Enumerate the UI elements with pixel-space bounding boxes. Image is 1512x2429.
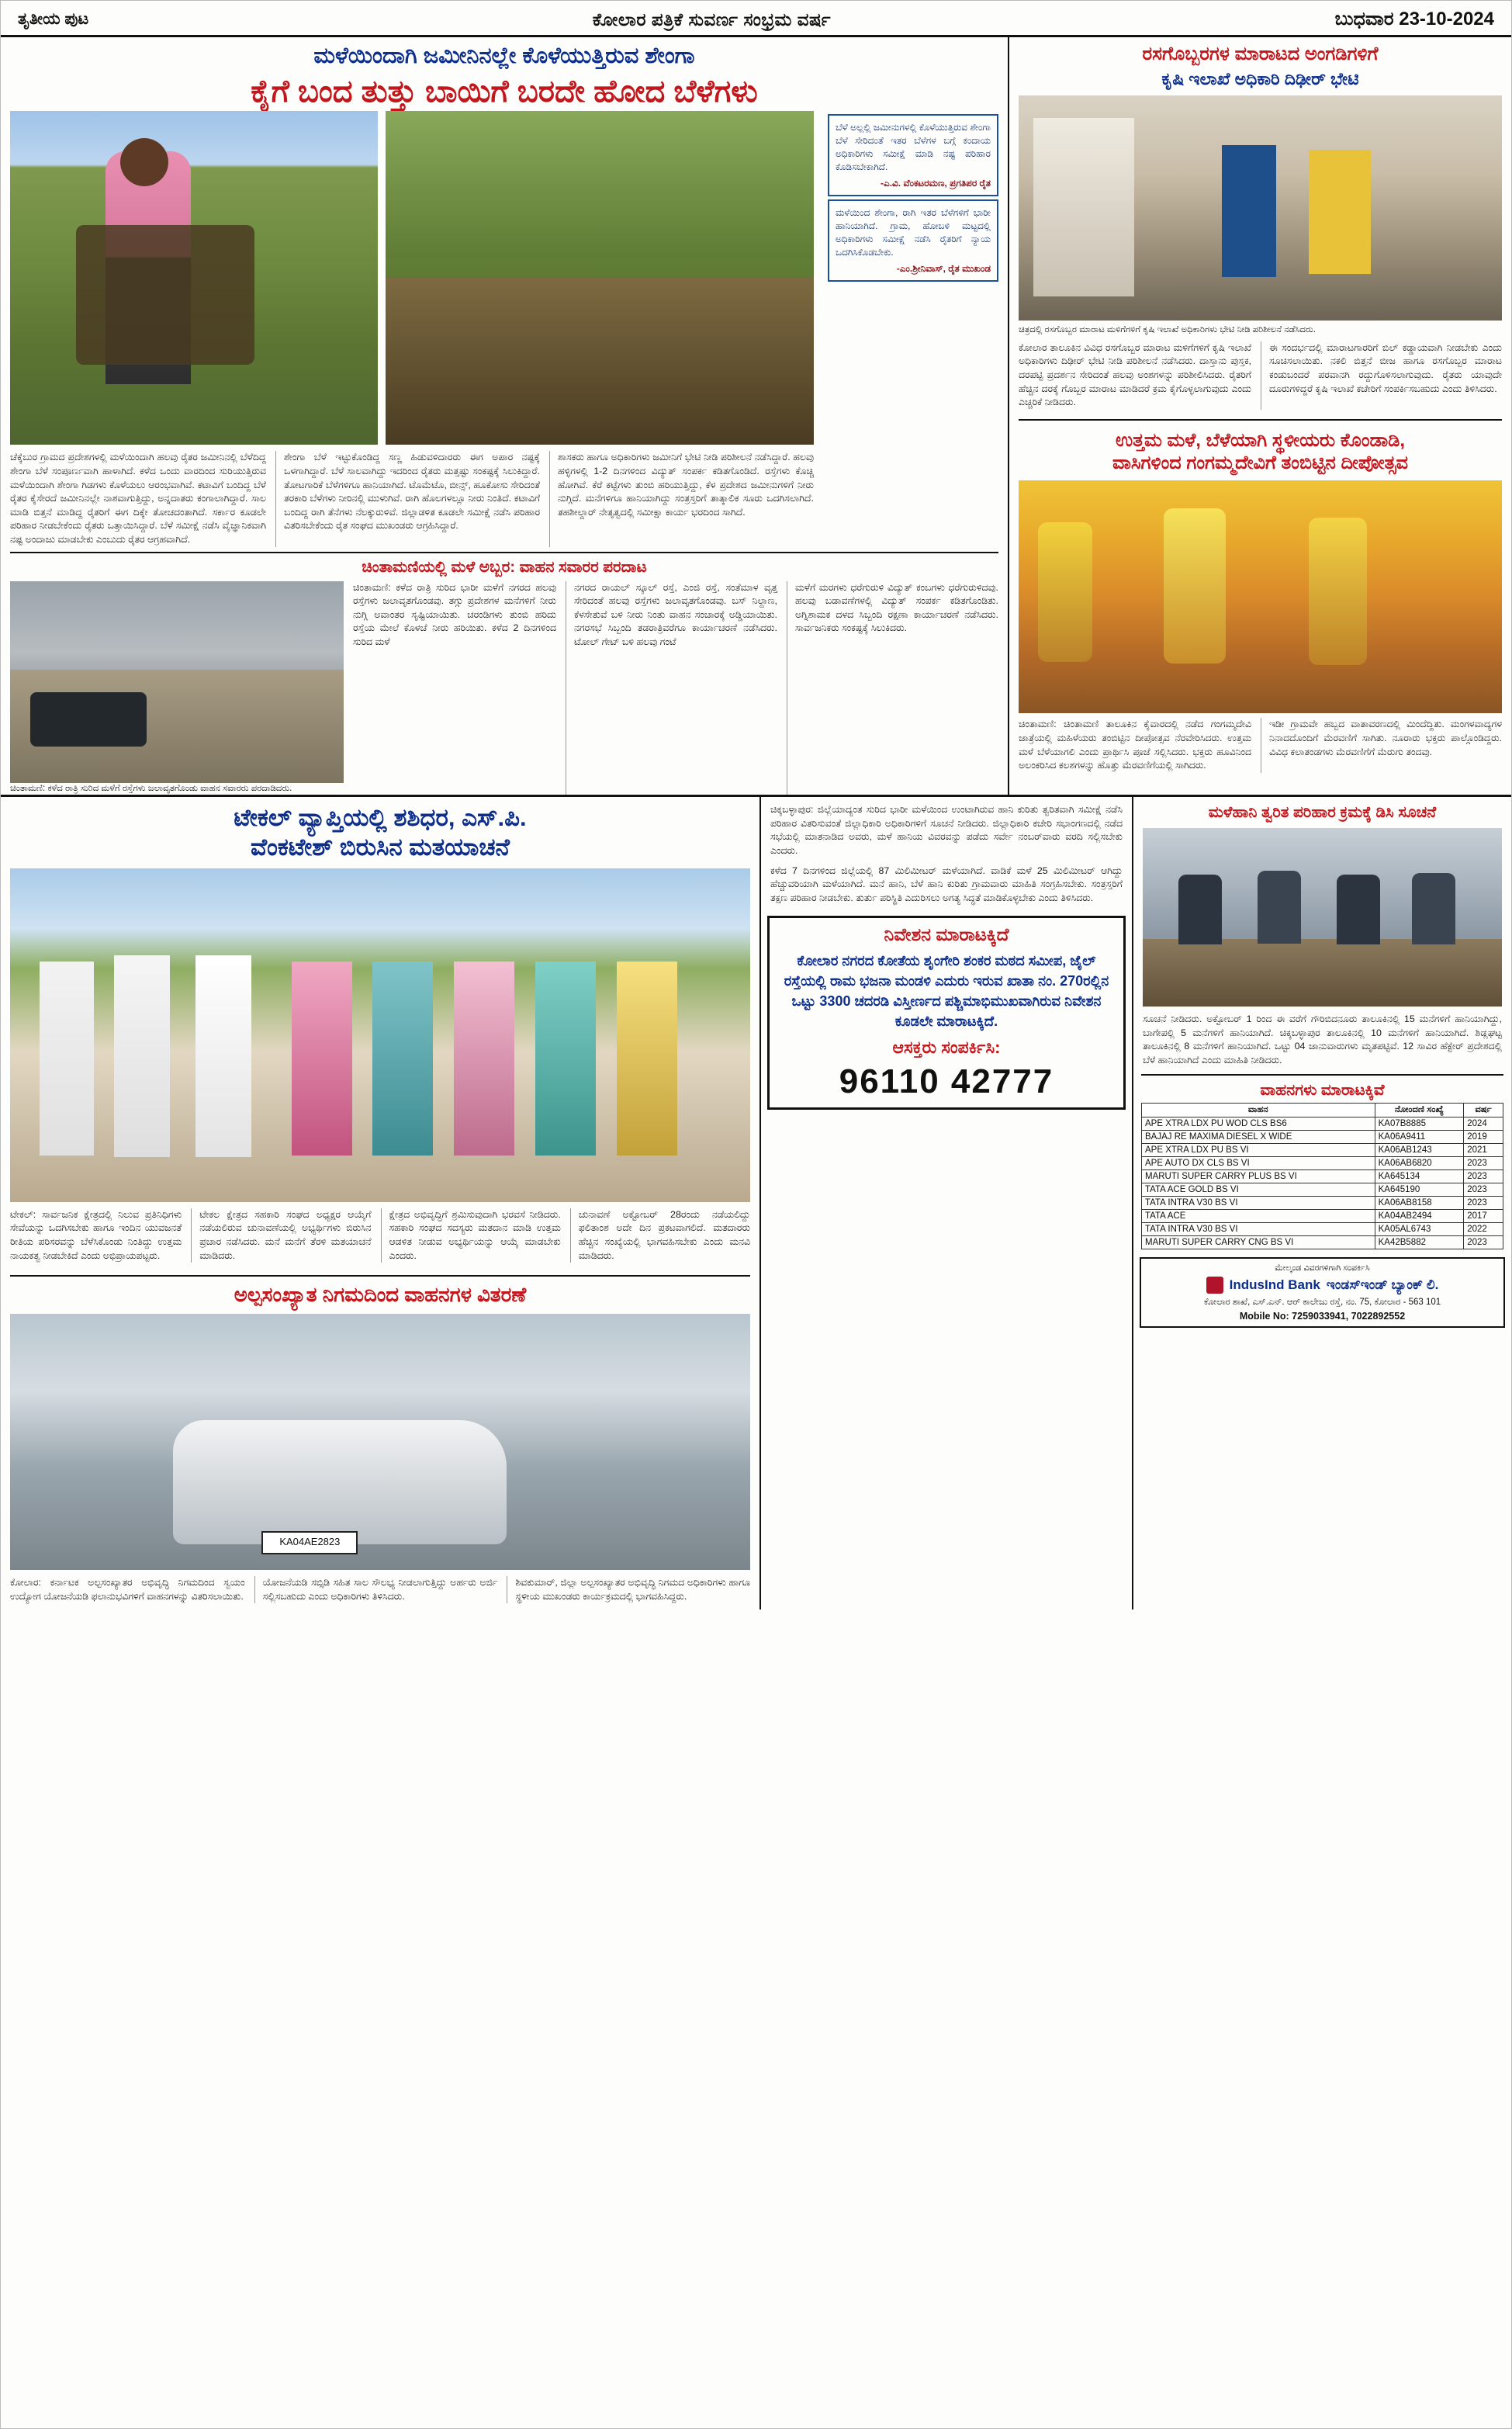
festival-story [1009,424,1511,779]
fertilizer-col-1: ಕೋಲಾರ ತಾಲೂಕಿನ ವಿವಿಧ ರಸಗೊಬ್ಬರ ಮಾರಾಟ ಮಳಿಗೆಗಳಿಗೆ ಕೃಷಿ ಇಲಾಖೆ ಅಧಿಕಾರಿಗಳು ದಿಢೀರ್ ಭೇಟಿ ನೀಡಿ ಪರಿಶೀಲನೆ ನಡೆಸಿದರು. ದಾಸ್ತಾನು ಪುಸ್ತಕ, ದರಪಟ್ಟಿ ಪ್ರದರ್ಶನ ಸೇರಿದಂತೆ ಹಲವು ಅಂಶಗಳನ್ನು ಪರಿಶೀಲಿಸಿದರು. ರೈತರಿಗೆ ಹೆಚ್ಚಿನ ದರಕ್ಕೆ ಗೊಬ್ಬರ ಮಾರಾಟ ಮಾಡಿದರೆ ಕ್ರಮ ಕೈಗೊಳ್ಳಲಾಗುವುದು ಎಂದು ಎಚ್ಚರಿಕೆ ನೀಡಿದರು. [1019,341,1251,408]
rain-col-2: ನಗರದ ರಾಯಲ್ ಸ್ಕೂಲ್ ರಸ್ತೆ, ಎಂಜಿ ರಸ್ತೆ, ಸಂತೆಮಾಳ ವೃತ್ತ ಸೇರಿದಂತೆ ಹಲವು ರಸ್ತೆಗಳು ಜಲಾವೃತಗೊಂಡವು. ಬಸ್ ನಿಲ್ದಾಣ, ಕೆಳಸೇತುವೆ ಬಳಿ ನೀರು ನಿಂತು ವಾಹನ ಸಂಚಾರಕ್ಕೆ ಅಡ್ಡಿಯಾಯಿತು. ನಗರಸಭೆ ಸಿಬ್ಬಂದಿ ತಡರಾತ್ರಿವರೆಗೂ ಕಾರ್ಯಾಚರಣೆ ನಡೆಸಿದರು. ಟೋಲ್ ಗೇಟ್ ಬಳಿ ಹಲವು ಗಂಟೆ [566,581,777,795]
cell-reg: KA05AL6743 [1375,1222,1464,1235]
bank-mobile[interactable]: Mobile No: 7259033941, 7022892552 [1239,1311,1406,1322]
tekal-headline-2: ವೆಂಕಟೇಶ್ ಬಿರುಸಿನ ಮತಯಾಚನೆ [250,833,510,861]
col-header-registration: ನೋಂದಣಿ ಸಂಖ್ಯೆ [1375,1103,1464,1117]
cell-vehicle: APE AUTO DX CLS BS VI [1142,1156,1375,1169]
campaign-group-photo [10,868,750,1202]
bank-branch-name: ಇಂಡಸ್‌ಇಂಡ್ ಬ್ಯಾಂಕ್ ಲಿ. [1326,1277,1439,1292]
cell-vehicle: MARUTI SUPER CARRY PLUS BS VI [1142,1169,1375,1183]
dc-col-3: ಸೂಚನೆ ನೀಡಿದರು. ಅಕ್ಟೋಬರ್ 1 ರಿಂದ ಈ ವರೆಗೆ ಗೌರಿಬಿದನೂರು ತಾಲೂಕಿನಲ್ಲಿ 15 ಮನೆಗಳಿಗೆ ಹಾನಿಯಾಗಿದ್ದು, ಬಾಗೇಪಲ್ಲಿ 5 ಮನೆಗಳಿಗೆ ಹಾನಿಯಾಗಿದೆ. ಚಿಕ್ಕಬಳ್ಳಾಪುರ ತಾಲೂಕಿನಲ್ಲಿ 10 ಮನೆಗಳಿಗೆ ಹಾನಿಯಾಗಿದೆ. ಶಿಡ್ಲಘಟ್ಟ ತಾಲೂಕಿನಲ್ಲಿ 8 ಮನೆಗಳಿಗೆ ಹಾನಿಯಾಗಿದೆ. ಒಟ್ಟು 04 ಜಾನುವಾರುಗಳು ಮೃತಪಟ್ಟಿವೆ. 12 ಸಾವಿರ ಹೆಕ್ಟೇರ್ ಪ್ರದೇಶದಲ್ಲಿ ಬೆಳೆ ಹಾನಿಯಾಗಿದೆ ಎಂದು ಮಾಹಿತಿ ನೀಡಿದರು. [1143,1014,1502,1066]
vehicles-for-sale-table [1141,1103,1503,1249]
festival-headline-1: ಉತ್ತಮ ಮಳೆ, ಬೆಳೆಯಾಗಿ ಸ್ಥಳೀಯರು ಕೊಂಡಾಡಿ, [1115,429,1406,451]
cell-year: 2023 [1464,1156,1503,1169]
table-row [1142,1156,1503,1169]
fertilizer-photo-caption: ಚಿತ್ರದಲ್ಲಿ ರಸಗೊಬ್ಬರ ಮಾರಾಟ ಮಳಿಗೆಗಳಿಗೆ ಕೃಷಿ ಇಲಾಖೆ ಅಧಿಕಾರಿಗಳು ಭೇಟಿ ನೀಡಿ ಪರಿಶೀಲನೆ ನಡೆಸಿದರು. [1019,325,1316,335]
bank-address: ಕೋಲಾರ ಶಾಖೆ, ಎಸ್.ಎನ್. ಆರ್ ಕಾಲೇಜು ರಸ್ತೆ, ನಂ. 75, ಕೋಲಾರ - 563 101 [1203,1297,1441,1307]
bank-advertisement [1140,1257,1505,1329]
quote-box-1 [828,114,998,196]
top-section [1,37,1511,795]
bank-ad-note: ಮೇಲ್ಕಂಡ ವಿವರಗಳಿಗಾಗಿ ಸಂಪರ್ಕಿಸಿ [1275,1263,1370,1273]
cell-vehicle: BAJAJ RE MAXIMA DIESEL X WIDE [1142,1130,1375,1143]
cell-year: 2023 [1464,1169,1503,1183]
site-for-sale-ad [767,916,1126,1110]
dc-meeting-photo [1143,828,1502,1007]
dc-story-zone [761,797,1133,1610]
fertilizer-headline-1: ರಸಗೊಬ್ಬರಗಳ ಮಾರಾಟದ ಅಂಗಡಿಗಳಿಗೆ [1142,43,1379,64]
rotting-crop-in-field-photo [386,111,814,445]
dc-col-2: ಕಳೆದ 7 ದಿನಗಳಿಂದ ಜಿಲ್ಲೆಯಲ್ಲಿ 87 ಮಿಲಿಮೀಟರ್ ಮಳೆಯಾಗಿದೆ. ವಾಡಿಕೆ ಮಳೆ 25 ಮಿಲಿಮೀಟರ್ ಆಗಿದ್ದು ಹೆಚ್ಚುವರಿಯಾಗಿ ಮಳೆಯಾಗಿದೆ. ಮನೆ ಹಾನಿ, ಬೆಳೆ ಹಾನಿ ಕುರಿತು ಗ್ರಾಮವಾರು ಮಾಹಿತಿ ಸಂಗ್ರಹಿಸಬೇಕು. ಸಂತ್ರಸ್ತರಿಗೆ ತಕ್ಷಣ ಪರಿಹಾರ ನೀಡಬೇಕು. ತುರ್ತು ಪರಿಸ್ಥಿತಿ ಎದುರಿಸಲು ಅಗತ್ಯ ಸಿದ್ಧತೆ ಮಾಡಿಕೊಳ್ಳಬೇಕು ಎಂದು ತಿಳಿಸಿದರು. [770,865,1123,903]
cell-reg: KA06AB8158 [1375,1196,1464,1209]
table-header-row [1142,1103,1503,1117]
cell-reg: KA06AB1243 [1375,1143,1464,1156]
cell-reg: KA645190 [1375,1183,1464,1196]
lead-headline-block [10,43,998,109]
lead-body-columns [1,445,823,546]
cell-vehicle: TATA ACE GOLD BS VI [1142,1183,1375,1196]
cell-year: 2023 [1464,1235,1503,1249]
vehicle-distribution-headline: ಅಲ್ಪಸಂಖ್ಯಾತ ನಿಗಮದಿಂದ ವಾಹನಗಳ ವಿತರಣೆ [234,1283,527,1307]
rain-col-1: ಚಿಂತಾಮಣಿ: ಕಳೆದ ರಾತ್ರಿ ಸುರಿದ ಭಾರೀ ಮಳೆಗೆ ನಗರದ ಹಲವು ರಸ್ತೆಗಳು ಜಲಾವೃತಗೊಂಡವು. ತಗ್ಗು ಪ್ರದೇಶಗಳ ಮನೆಗಳಿಗೆ ನೀರು ನುಗ್ಗಿ ಅವಾಂತರ ಸೃಷ್ಟಿಯಾಯಿತು. ಚರಂಡಿಗಳು ತುಂಬಿ ಹರಿದು ರಸ್ತೆಯ ಮೇಲೆ ಕೊಳಚೆ ನೀರು ಹರಿಯಿತು. ಕಳೆದ 2 ದಿನಗಳಿಂದ ಸುರಿದ ಮಳೆ [353,581,556,648]
fertilizer-story [1009,37,1511,416]
quote-box-2 [828,199,998,282]
cell-reg: KA07B8885 [1375,1117,1464,1130]
fertilizer-headline-2: ಕೃಷಿ ಇಲಾಖೆ ಅಧಿಕಾರಿ ದಿಢೀರ್ ಭೇಟಿ [1161,68,1359,88]
cell-year: 2023 [1464,1196,1503,1209]
car-distribution-photo [10,1314,750,1570]
cell-reg: KA42B5882 [1375,1235,1464,1249]
tekal-story-zone [1,797,761,1610]
tekal-col-2: ಟೇಕಲ ಕ್ಷೇತ್ರದ ಸಹಕಾರಿ ಸಂಘದ ಅಧ್ಯಕ್ಷರ ಆಯ್ಕೆಗೆ ನಡೆಯಲಿರುವ ಚುನಾವಣೆಯಲ್ಲಿ ಅಭ್ಯರ್ಥಿಗಳು ಬಿರುಸಿನ ಪ್ರಚಾರ ನಡೆಸಿದರು. ಮನೆ ಮನೆಗೆ ತೆರಳಿ ಮತಯಾಚನೆ ಮಾಡಿದರು. [191,1208,371,1263]
cell-year: 2022 [1464,1222,1503,1235]
cell-year: 2017 [1464,1209,1503,1222]
lead-kicker: ಮಳೆಯಿಂದಾಗಿ ಜಮೀನಿನಲ್ಲೇ ಕೊಳೆಯುತ್ತಿರುವ ಶೇಂಗಾ [313,43,695,68]
vehicle-dist-col-1: ಕೋಲಾರ: ಕರ್ನಾಟಕ ಅಲ್ಪಸಂಖ್ಯಾತರ ಅಭಿವೃದ್ಧಿ ನಿಗಮದಿಂದ ಸ್ವಯಂ ಉದ್ಯೋಗ ಯೋಜನೆಯಡಿ ಫಲಾನುಭವಿಗಳಿಗೆ ವಾಹನಗಳನ್ನು ವಿತರಿಸಲಾಯಿತು. [10,1576,245,1602]
lead-headline: ಕೈಗೆ ಬಂದ ತುತ್ತು ಬಾಯಿಗೆ ಬರದೇ ಹೋದ ಬೆಳೆಗಳು [251,74,758,109]
tekal-col-4: ಚುನಾವಣೆ ಅಕ್ಟೋಬರ್ 28ರಂದು ನಡೆಯಲಿದ್ದು ಫಲಿತಾಂಶ ಅದೇ ದಿನ ಪ್ರಕಟವಾಗಲಿದೆ. ಮತದಾರರು ಹೆಚ್ಚಿನ ಸಂಖ್ಯೆಯಲ್ಲಿ ಭಾಗವಹಿಸಬೇಕು ಎಂದು ಮನವಿ ಮಾಡಿದರು. [570,1208,750,1263]
issue-date [1335,9,1494,30]
dc-and-table-zone [1133,797,1511,1610]
rain-col-3: ಮಳೆಗೆ ಮರಗಳು ಧರೆಗುರುಳಿ ವಿದ್ಯುತ್ ಕಂಬಗಳು ಧರೆಗುರುಳಿದವು. ಹಲವು ಬಡಾವಣೆಗಳಲ್ಲಿ ವಿದ್ಯುತ್ ಸಂಪರ್ಕ ಕಡಿತಗೊಂಡಿತು. ಅಗ್ನಿಶಾಮಕ ದಳದ ಸಿಬ್ಬಂದಿ ರಕ್ಷಣಾ ಕಾರ್ಯಾಚರಣೆ ನಡೆಸಿದರು. ಸಾರ್ವಜನಿಕರು ಸಂಕಷ್ಟಕ್ಕೆ ಸಿಲುಕಿದರು. [787,581,998,795]
weekday-label: ಬುಧವಾರ [1334,9,1394,29]
vehicle-dist-col-3: ಶಿವಕುಮಾರ್, ಜಿಲ್ಲಾ ಅಲ್ಪಸಂಖ್ಯಾತರ ಅಭಿವೃದ್ಧಿ ನಿಗಮದ ಅಧಿಕಾರಿಗಳು ಹಾಗೂ ಸ್ಥಳೀಯ ಮುಖಂಡರು ಕಾರ್ಯಕ್ರಮದಲ್ಲಿ ಭಾಗವಹಿಸಿದ್ದರು. [507,1576,750,1603]
cell-year: 2021 [1464,1143,1503,1156]
cell-year: 2019 [1464,1130,1503,1143]
lead-col-1: ಚೆಕ್ಕೆಬುರ ಗ್ರಾಮದ ಪ್ರದೇಶಗಳಲ್ಲಿ ಮಳೆಯಿಂದಾಗಿ ಹಲವು ರೈತರ ಜಮೀನಿನಲ್ಲಿ ಬೆಳೆದಿದ್ದ ಶೇಂಗಾ ಬೆಳೆ ಸಂಪೂರ್ಣವಾಗಿ ಹಾಳಾಗಿದೆ. ಕಳೆದ ಒಂದು ವಾರದಿಂದ ಸುರಿಯುತ್ತಿರುವ ಮಳೆಯಿಂದಾಗಿ ಶೇಂಗಾ ಗಿಡಗಳು ಕೊಳೆಯಲು ಆರಂಭವಾಗಿವೆ. ಕಟಾವಿಗೆ ಬಂದಿದ್ದ ಬೆಳೆ ರೈತರ ಕೈಸೇರದೆ ಜಮೀನಿನಲ್ಲೇ ನಾಶವಾಗುತ್ತಿದ್ದು, ಅನ್ನದಾತರು ಕಂಗಾಲಾಗಿದ್ದಾರೆ. ಸಾಲ ಮಾಡಿ ಬಿತ್ತನೆ ಮಾಡಿದ್ದ ರೈತರಿಗೆ ಈಗ ದಿಕ್ಕೇ ತೋಚದಂತಾಗಿದೆ. ಸರ್ಕಾರ ಕೂಡಲೇ ಪರಿಹಾರ ನೀಡಬೇಕೆಂದು ರೈತರು ಒತ್ತಾಯಿಸಿದ್ದಾರೆ. ಬೆಳೆ ಸಮೀಕ್ಷೆ ನಡೆಸಿ ವೈಜ್ಞಾನಿಕವಾಗಿ ನಷ್ಟ ಅಂದಾಜು ಮಾಡಬೇಕು ಎಂಬುದು ರೈತರ ಆಗ್ರಹವಾಗಿದೆ. [10,452,266,545]
table-row [1142,1183,1503,1196]
lead-story-zone [1,37,1009,795]
right-column-zone [1009,37,1511,795]
festival-headline-2: ವಾಸಿಗಳಿಂದ ಗಂಗಮ್ಮದೇವಿಗೆ ತಂಬಿಟ್ಟಿನ ದೀಪೋತ್ಸವ [1112,452,1409,473]
quote-1-text: ಬೆಳೆ ಅಲ್ಲಲ್ಲಿ ಜಮೀನುಗಳಲ್ಲಿ ಕೊಳೆಯುತ್ತಿರುವ ಶೇಂಗಾ ಬೆಳೆ ಸೇರಿದಂತೆ ಇತರ ಬೆಳೆಗಳ ಬಗ್ಗೆ ಕಂದಾಯ ಅಧಿಕಾರಿಗಳು ಸಮೀಕ್ಷೆ ಮಾಡಿ ನಷ್ಟ ಪರಿಹಾರ ಕೊಡಿಸಬೇಕಾಗಿದೆ. [836,122,991,172]
table-row [1142,1209,1503,1222]
rain-story-headline: ಚಿಂತಾಮಣಿಯಲ್ಲಿ ಮಳೆ ಅಬ್ಬರ: ವಾಹನ ಸವಾರರ ಪರದಾಟ [362,558,647,576]
masthead [1,1,1511,37]
table-row [1142,1169,1503,1183]
lead-col-2: ಶೇಂಗಾ ಬೆಳೆ ಇಟ್ಟುಕೊಂಡಿದ್ದ ಸಣ್ಣ ಹಿಡುವಳಿದಾರರು ಈಗ ಅಪಾರ ನಷ್ಟಕ್ಕೆ ಒಳಗಾಗಿದ್ದಾರೆ. ಬೆಳೆ ಸಾಲವಾಗಿದ್ದು ಇದರಿಂದ ರೈತರು ಮತ್ತಷ್ಟು ಸಂಕಷ್ಟಕ್ಕೆ ಸಿಲುಕಿದ್ದಾರೆ. ತೋಟಗಾರಿಕೆ ಬೆಳೆಗಳಿಗೂ ಹಾನಿಯಾಗಿದೆ. ಟೊಮೆಟೊ, ಬೀನ್ಸ್, ಹೂಕೋಸು ಸೇರಿದಂತೆ ತರಕಾರಿ ಬೆಳೆಗಳು ನೀರಿನಲ್ಲಿ ಮುಳುಗಿವೆ. ರಾಗಿ ಹೊಲಗಳಲ್ಲೂ ನೀರು ನಿಂತಿದೆ. ಕಟಾವಿಗೆ ಬಂದಿದ್ದ ರಾಗಿ ತೆನೆಗಳು ನೆಲಕ್ಕುರುಳಿವೆ. ಜಿಲ್ಲಾಡಳಿತ ಕೂಡಲೇ ಸಮೀಕ್ಷೆ ನಡೆಸಿ ಪರಿಹಾರ ವಿತರಿಸಬೇಕೆಂದು ರೈತ ಸಂಘದ ಮುಖಂಡರು ಆಗ್ರಹಿಸಿದ್ದಾರೆ. [275,451,540,546]
table-row [1142,1117,1503,1130]
farmer-holding-groundnut-plant-photo [10,111,378,445]
fertilizer-shop-inspection-photo [1019,95,1502,321]
cell-year: 2024 [1464,1117,1503,1130]
dc-col-1: ಚಿಕ್ಕಬಳ್ಳಾಪುರ: ಜಿಲ್ಲೆಯಾದ್ಯಂತ ಸುರಿದ ಭಾರೀ ಮಳೆಯಿಂದ ಉಂಟಾಗಿರುವ ಹಾನಿ ಕುರಿತು ತ್ವರಿತವಾಗಿ ಸಮೀಕ್ಷೆ ನಡೆಸಿ ಪರಿಹಾರ ವಿತರಿಸುವಂತೆ ಜಿಲ್ಲಾಧಿಕಾರಿ ಅಧಿಕಾರಿಗಳಿಗೆ ಸೂಚನೆ ನೀಡಿದರು. ಜಿಲ್ಲಾಧಿಕಾರಿ ಕಚೇರಿ ಸಭಾಂಗಣದಲ್ಲಿ ನಡೆದ ಸಭೆಯಲ್ಲಿ ಮಾತನಾಡಿದ ಅವರು, ಮಳೆ ಹಾನಿಯ ವಿವರವನ್ನು ಪಡೆದು ಸರ್ವೇ ನಂಬರ್‌ವಾರು ವರದಿ ಸಲ್ಲಿಸಬೇಕು ಎಂದರು. [770,804,1123,856]
table-row [1142,1143,1503,1156]
table-row [1142,1222,1503,1235]
cell-vehicle: APE XTRA LDX PU WOD CLS BS6 [1142,1117,1375,1130]
rain-photo-caption: ಚಿಂತಾಮಣಿ: ಕಳೆದ ರಾತ್ರಿ ಸುರಿದ ಮಳೆಗೆ ರಸ್ತೆಗಳು ಜಲಾವೃತಗೊಂಡು ವಾಹನ ಸವಾರರು ಪರದಾಡಿದರು. [10,783,292,793]
vehicle-table-title: ವಾಹನಗಳು ಮಾರಾಟಕ್ಕಿವೆ [1260,1081,1385,1099]
cell-vehicle: TATA INTRA V30 BS VI [1142,1196,1375,1209]
bank-name: IndusInd Bank [1229,1277,1320,1292]
table-row [1142,1130,1503,1143]
bank-logo-icon [1206,1277,1223,1294]
table-row [1142,1196,1503,1209]
cell-vehicle: TATA INTRA V30 BS VI [1142,1222,1375,1235]
dc-headline: ಮಳೆಹಾನಿ ತ್ವರಿತ ಪರಿಹಾರ ಕ್ರಮಕ್ಕೆ ಡಿಸಿ ಸೂಚನೆ [1208,804,1437,822]
newspaper-title: ಕೋಲಾರ ಪತ್ರಿಕೆ ಸುವರ್ಣ ಸಂಭ್ರಮ ವರ್ಷ [592,9,832,29]
tekal-headline-1: ಟೇಕಲ್ ವ್ಯಾಪ್ತಿಯಲ್ಲಿ ಶಶಿಧರ, ಎಸ್.ಪಿ. [234,804,527,832]
tekal-col-1: ಟೇಕಲ್: ಸಾರ್ವಜನಿಕ ಕ್ಷೇತ್ರದಲ್ಲಿ ನಿಲುವ ಪ್ರತಿನಿಧಿಗಳು ಸೇವೆಯನ್ನು ಒದಗಿಸಬೇಕು ಹಾಗೂ ಇಂದಿನ ಯುವಜನತೆ ರೀತಿಯ ಪರಿಸರವನ್ನು ಬೆಳೆಸಿಕೊಂಡು ನಿಂತಿದ್ದು ಉತ್ತಮ ನಾಯಕತ್ವ ನೀಡಬೇಕಿದೆ ಎಂದು ಅಭಿಪ್ರಾಯಪಟ್ಟರು. [10,1208,182,1261]
quote-1-attribution: -ಎ.ವಿ. ವೆಂಕಟರಮಣ, ಪ್ರಗತಿಪರ ರೈತ [881,177,991,189]
cell-reg: KA645134 [1375,1169,1464,1183]
site-ad-phone[interactable]: 96110 42777 [839,1062,1054,1101]
cell-reg: KA06A9411 [1375,1130,1464,1143]
bottom-section [1,795,1511,1610]
site-ad-body: ಕೋಲಾರ ನಗರದ ಕೋತೆಯ ಶೃಂಗೇರಿ ಶಂಕರ ಮಠದ ಸಮೀಪ, ಜೈಲ್ ರಸ್ತೆಯಲ್ಲಿ ರಾಮ ಭಜನಾ ಮಂಡಳಿ ಎದುರು ಇರುವ ಖಾತಾ ನಂ. 270ರಲ್ಲಿನ ಒಟ್ಟು 3300 ಚದರಡಿ ವಿಸ್ತೀರ್ಣದ ಪಶ್ಚಿಮಾಭಿಮುಖವಾಗಿರುವ ನಿವೇಶನ ಕೂಡಲೇ ಮಾರಾಟಕ್ಕಿದೆ. [784,952,1109,1030]
temple-procession-photo [1019,480,1502,713]
page-number-label: ತೃತೀಯ ಪುಟ [18,10,89,28]
site-ad-title: ನಿವೇಶನ ಮಾರಾಟಕ್ಕಿದೆ [884,924,1009,945]
vehicle-dist-col-2: ಯೋಜನೆಯಡಿ ಸಬ್ಸಿಡಿ ಸಹಿತ ಸಾಲ ಸೌಲಭ್ಯ ನೀಡಲಾಗುತ್ತಿದ್ದು ಅರ್ಹರು ಅರ್ಜಿ ಸಲ್ಲಿಸಬಹುದು ಎಂದು ಅಧಿಕಾರಿಗಳು ತಿಳಿಸಿದರು. [254,1576,498,1603]
col-header-year: ವರ್ಷ [1464,1103,1503,1117]
cell-vehicle: TATA ACE [1142,1209,1375,1222]
festival-col-2: ಇಡೀ ಗ್ರಾಮವೇ ಹಬ್ಬದ ವಾತಾವರಣದಲ್ಲಿ ಮಿಂದೆದ್ದಿತು. ಮಂಗಳವಾದ್ಯಗಳ ನಿನಾದದೊಂದಿಗೆ ಮೆರವಣಿಗೆ ಸಾಗಿತು. ನೂರಾರು ಭಕ್ತರು ಪಾಲ್ಗೊಂಡಿದ್ದರು. ವಿವಿಧ ಕಲಾತಂಡಗಳು ಮೆರವಣಿಗೆಗೆ ಮೆರುಗು ತಂದವು. [1261,718,1502,772]
lead-quote-sidebar [823,111,1008,546]
fertilizer-col-2: ಈ ಸಂದರ್ಭದಲ್ಲಿ ಮಾರಾಟಗಾರರಿಗೆ ಬಿಲ್ ಕಡ್ಡಾಯವಾಗಿ ನೀಡಬೇಕು ಎಂದು ಸೂಚಿಸಲಾಯಿತು. ನಕಲಿ ಬಿತ್ತನೆ ಬೀಜ ಹಾಗೂ ರಸಗೊಬ್ಬರ ಮಾರಾಟ ಕಂಡುಬಂದರೆ ಪರವಾನಗಿ ರದ್ದುಗೊಳಿಸಲಾಗುವುದು. ರೈತರು ಯಾವುದೇ ದೂರುಗಳಿದ್ದರೆ ಕೃಷಿ ಇಲಾಖೆ ಕಚೇರಿಗೆ ಸಂಪರ್ಕಿಸಬಹುದು ಎಂದು ತಿಳಿಸಿದರು. [1261,341,1502,410]
col-header-vehicle: ವಾಹನ [1142,1103,1375,1117]
tekal-col-3: ಕ್ಷೇತ್ರದ ಅಭಿವೃದ್ಧಿಗೆ ಶ್ರಮಿಸುವುದಾಗಿ ಭರವಸೆ ನೀಡಿದರು. ಸಹಕಾರಿ ಸಂಘದ ಸದಸ್ಯರು ಮತದಾನ ಮಾಡಿ ಉತ್ತಮ ಆಡಳಿತ ನೀಡುವ ಅಭ್ಯರ್ಥಿಯನ್ನು ಆಯ್ಕೆ ಮಾಡಬೇಕು ಎಂದರು. [381,1208,561,1263]
site-ad-contact-label: ಆಸಕ್ತರು ಸಂಪರ್ಕಿಸಿ: [892,1038,1001,1058]
quote-2-text: ಮಳೆಯಿಂದ ಶೇಂಗಾ, ರಾಗಿ ಇತರ ಬೆಳೆಗಳಿಗೆ ಭಾರೀ ಹಾನಿಯಾಗಿದೆ. ಗ್ರಾಮ, ಹೋಬಳಿ ಮಟ್ಟದಲ್ಲಿ ಅಧಿಕಾರಿಗಳು ಸಮೀಕ್ಷೆ ನಡೆಸಿ ರೈತರಿಗೆ ನ್ಯಾಯ ಒದಗಿಸಿಕೊಡಬೇಕು. [836,207,991,258]
car-number-plate: KA04AE2823 [261,1531,358,1554]
flooded-road-photo [10,581,344,783]
table-row [1142,1235,1503,1249]
cell-year: 2023 [1464,1183,1503,1196]
date-label: 23-10-2024 [1399,9,1494,29]
lead-photo-row [1,111,823,445]
lead-col-3: ಶಾಸಕರು ಹಾಗೂ ಅಧಿಕಾರಿಗಳು ಜಮೀನಿಗೆ ಭೇಟಿ ನೀಡಿ ಪರಿಶೀಲನೆ ನಡೆಸಿದ್ದಾರೆ. ಹಲವು ಹಳ್ಳಿಗಳಲ್ಲಿ 1-2 ದಿನಗಳಿಂದ ವಿದ್ಯುತ್ ಸಂಪರ್ಕ ಕಡಿತಗೊಂಡಿದೆ. ರಸ್ತೆಗಳು ಕೊಚ್ಚಿ ಹೋಗಿವೆ. ಕೆರೆ ಕಟ್ಟೆಗಳು ತುಂಬಿ ಹರಿಯುತ್ತಿದ್ದು, ಕೆಳ ಪ್ರದೇಶದ ಜಮೀನುಗಳಿಗೆ ನೀರು ನುಗ್ಗಿದೆ. ಮನೆಗಳಿಗೂ ಹಾನಿಯಾಗಿದ್ದು ಸಂತ್ರಸ್ತರಿಗೆ ತಾತ್ಕಾಲಿಕ ಸೂರು ಒದಗಿಸಲಾಗಿದೆ. ತಹಶೀಲ್ದಾರ್ ನೇತೃತ್ವದಲ್ಲಿ ಸಮೀಕ್ಷಾ ಕಾರ್ಯ ಭರದಿಂದ ಸಾಗಿದೆ. [549,451,814,546]
cell-vehicle: MARUTI SUPER CARRY CNG BS VI [1142,1235,1375,1249]
cell-reg: KA04AB2494 [1375,1209,1464,1222]
quote-2-attribution: -ಎಂ.ಶ್ರೀನಿವಾಸ್, ರೈತ ಮುಖಂಡ [896,262,991,274]
festival-col-1: ಚಿಂತಾಮಣಿ: ಚಿಂತಾಮಣಿ ತಾಲೂಕಿನ ಕೈವಾರದಲ್ಲಿ ನಡೆದ ಗಂಗಮ್ಮದೇವಿ ಜಾತ್ರೆಯಲ್ಲಿ ಮಹಿಳೆಯರು ತಂಬಿಟ್ಟಿನ ದೀಪೋತ್ಸವ ನೆರವೇರಿಸಿದರು. ಉತ್ತಮ ಮಳೆ ಬೆಳೆಯಾಗಲಿ ಎಂದು ಪ್ರಾರ್ಥಿಸಿ ಪೂಜೆ ಸಲ್ಲಿಸಿದರು. ಭಕ್ತರು ಹೂವಿನಿಂದ ಅಲಂಕರಿಸಿದ ಕಲಶಗಳನ್ನು ಹೊತ್ತು ಮೆರವಣಿಗೆಯಲ್ಲಿ ಸಾಗಿದರು. [1019,719,1251,771]
cell-reg: KA06AB6820 [1375,1156,1464,1169]
cell-vehicle: APE XTRA LDX PU BS VI [1142,1143,1375,1156]
